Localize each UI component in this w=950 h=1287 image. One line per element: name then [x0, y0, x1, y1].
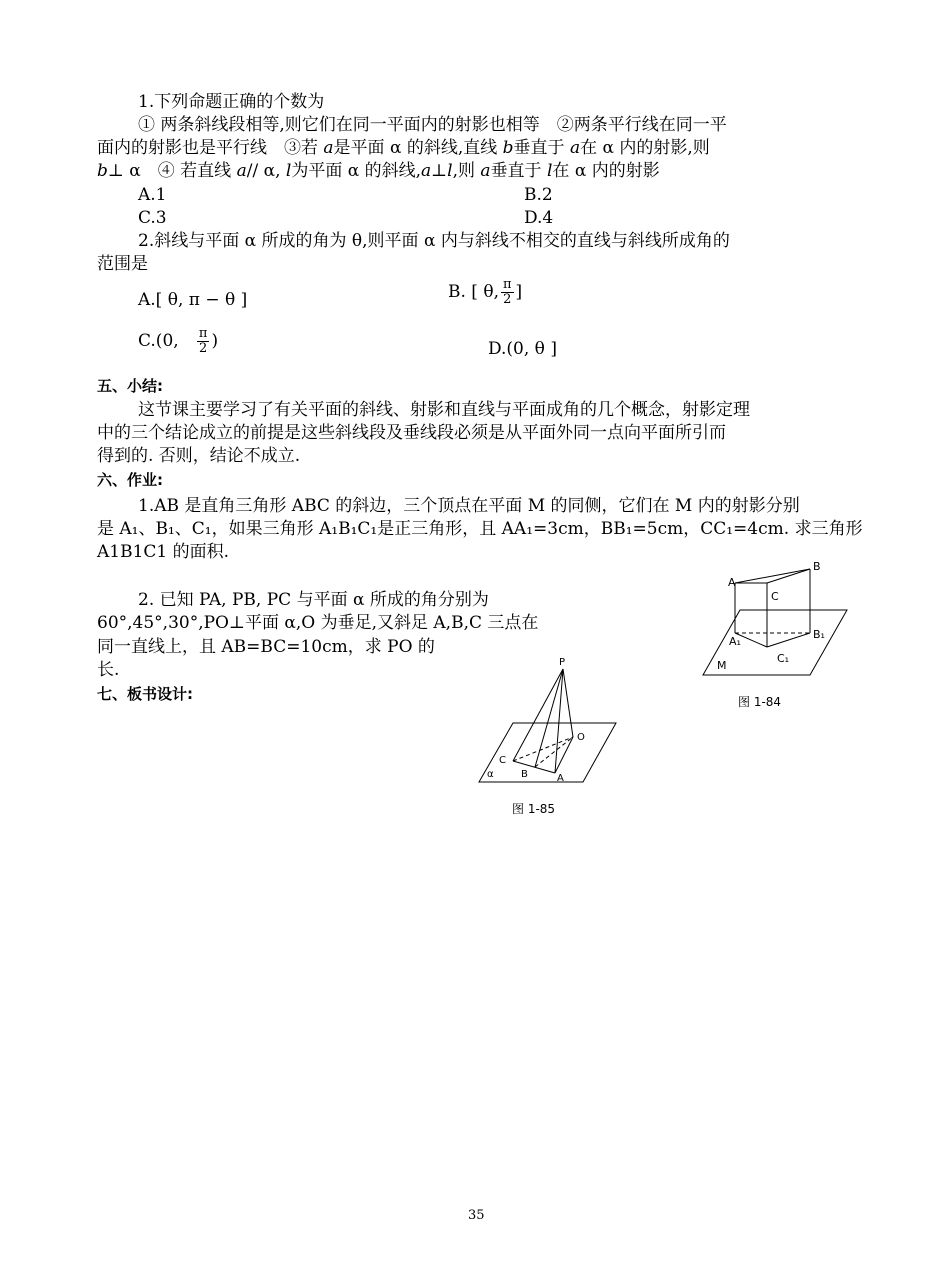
- segment-po: [563, 669, 573, 737]
- homework-p2-line4: 长.: [97, 660, 120, 680]
- q2-line1: 2.斜线与平面 α 所成的角为 θ,则平面 α 内与斜线不相交的直线与斜线所成角的: [138, 231, 730, 251]
- q1-stem: 1.下列命题正确的个数为: [138, 92, 325, 112]
- label-c: C: [771, 590, 779, 603]
- plane-alpha: [479, 723, 616, 782]
- fraction-pi-over-2: $\frac{\pi}{2}$: [502, 277, 512, 307]
- figure-1-84: [695, 555, 855, 685]
- fraction-pi-over-2: $\frac{\pi}{2}$: [198, 326, 208, 356]
- homework-p2-line3: 同一直线上，且 AB=BC=10cm，求 PO 的: [97, 637, 435, 657]
- q1-option-c: C.3: [138, 208, 167, 228]
- summary-heading: 五、小结:: [97, 377, 163, 395]
- homework-p1-line3: A1B1C1 的面积.: [97, 542, 230, 562]
- summary-line2: 中的三个结论成立的前提是这些斜线段及垂线段必须是从平面外同一点向平面所引而: [97, 423, 726, 443]
- q2-option-c: C.(0, $\frac{\pi}{2}$ ): [138, 326, 219, 356]
- label-p: P: [559, 657, 566, 668]
- label-alpha: α: [487, 769, 494, 780]
- summary-line1: 这节课主要学习了有关平面的斜线、射影和直线与平面成角的几个概念，射影定理: [138, 400, 750, 420]
- homework-p2-line2: 60°,45°,30°,PO⊥平面 α,O 为垂足,又斜足 A,B,C 三点在: [97, 613, 539, 633]
- q1-option-d: D.4: [524, 208, 554, 228]
- q2-line2: 范围是: [97, 254, 148, 274]
- label-c1: C₁: [777, 652, 790, 665]
- q2-option-d: D.(0, θ ]: [488, 339, 557, 359]
- label-b: B: [813, 560, 821, 573]
- q2-option-b: B. [ θ, $\frac{\pi}{2}$ ]: [448, 277, 523, 307]
- segment-pc: [513, 669, 563, 761]
- label-b1: B₁: [813, 628, 825, 641]
- homework-p1-line1: 1.AB 是直角三角形 ABC 的斜边，三个顶点在平面 M 的同侧，它们在 M 内的射影分别: [138, 496, 800, 516]
- label-o: O: [577, 732, 585, 743]
- label-m: M: [717, 659, 727, 672]
- label-b: B: [521, 769, 528, 780]
- homework-p1-line2: 是 A₁、B₁、C₁，如果三角形 A₁B₁C₁是正三角形，且 AA₁=3cm，BB₁=5cm，CC₁=4cm. 求三角形: [97, 519, 863, 539]
- label-a: A: [557, 773, 564, 784]
- label-a1: A₁: [729, 635, 741, 648]
- homework-p2-line1: 2. 已知 PA, PB, PC 与平面 α 所成的角分别为: [138, 590, 489, 610]
- q2-option-a: A.[ θ, π − θ ]: [138, 290, 248, 310]
- q1-line3: 面内的射影也是平行线 ③若 a是平面 α 的斜线,直线 b垂直于 a在 α 内的射影,则: [97, 138, 710, 158]
- design-heading: 七、板书设计:: [97, 685, 193, 703]
- figure-1-85: [473, 655, 623, 785]
- label-c: C: [499, 755, 506, 766]
- page-number: 35: [468, 1208, 485, 1223]
- figure-1-85-caption: 图 1-85: [512, 802, 556, 816]
- q1-option-a: A.1: [138, 185, 167, 205]
- label-a: A: [728, 576, 736, 589]
- q1-line2: ① 两条斜线段相等,则它们在同一平面内的射影也相等 ②两条平行线在同一平: [138, 115, 727, 135]
- summary-line3: 得到的. 否则，结论不成立.: [97, 446, 301, 466]
- figure-1-84-caption: 图 1-84: [738, 695, 782, 709]
- homework-heading: 六、作业:: [97, 471, 163, 489]
- q1-option-b: B.2: [524, 185, 553, 205]
- q1-line4: b⊥ α ④ 若直线 a// α, l为平面 α 的斜线,a⊥l,则 a垂直于 l在 α 内的射影: [97, 161, 660, 181]
